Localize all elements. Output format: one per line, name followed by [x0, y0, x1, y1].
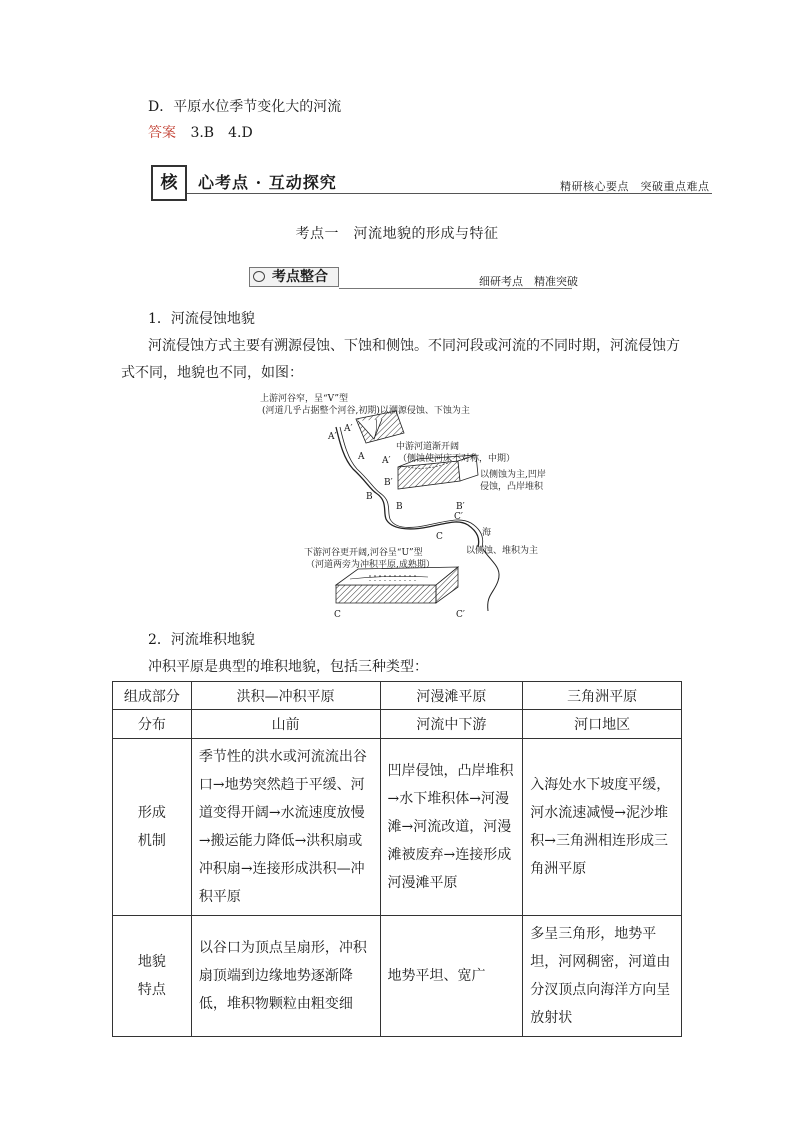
upper-label-1: 上游河谷窄，呈“V”型	[260, 394, 349, 404]
lower-label-2: （河道两旁为冲积平原,成熟期）	[306, 560, 435, 570]
section2-heading: 2．河流堆积地貌	[148, 632, 255, 648]
lower-valley-block	[336, 567, 458, 603]
table-header-cell: 组成部分	[113, 682, 192, 710]
sub-header-tagline: 细研考点 精准突破	[479, 275, 578, 288]
answer-label: 答案	[148, 125, 176, 141]
point-c2-bottom: C′	[456, 610, 465, 620]
table-cell: 以谷口为顶点呈扇形，冲积扇顶端到边缘地势逐渐降低，堆积物颗粒由粗变细	[191, 916, 380, 1037]
table-header-cell: 洪积—冲积平原	[191, 682, 380, 710]
middle-label-3: 以侧蚀为主,凹岸	[480, 470, 546, 480]
point-b2-left: B′	[384, 478, 393, 488]
table-cell: 河口地区	[523, 710, 682, 739]
point-b2-bottom: B′	[456, 502, 465, 512]
point-c2-mid: C′	[454, 512, 463, 522]
point-a-right: A′	[344, 424, 353, 434]
table-cell: 地势平坦、宽广	[380, 916, 523, 1037]
row-label-features: 地貌 特点	[113, 916, 192, 1037]
section-header-tagline: 精研核心要点 突破重点难点	[560, 180, 710, 193]
lower-right-label: 以侧蚀、堆积为主	[466, 546, 539, 556]
coastline	[483, 549, 499, 611]
table-cell: 山前	[191, 710, 380, 739]
table-row-features	[113, 916, 682, 1037]
table-header-row	[113, 682, 682, 710]
table-row-mechanism	[113, 739, 682, 916]
sub-header-label: 考点整合	[249, 267, 339, 287]
point-a2-bottom: A′	[382, 456, 391, 466]
section1-heading: 1．河流侵蚀地貌	[148, 311, 255, 327]
middle-label-2: （侧蚀使河床不对称，中期）	[398, 454, 516, 464]
row-label-distribution: 分布	[113, 710, 192, 739]
answer-text: 3.B 4.D	[190, 125, 253, 141]
river-landform-diagram	[258, 389, 546, 629]
section1-para-line1: 河流侵蚀方式主要有溯源侵蚀、下蚀和侧蚀。不同河段或河流的不同时期，河流侵蚀方	[148, 338, 680, 354]
lower-label-1: 下游河谷更开阔,河谷呈“U”型	[304, 548, 423, 558]
option-d: D．平原水位季节变化大的河流	[148, 99, 342, 115]
answer-line	[148, 123, 253, 143]
middle-label-1: 中游河道渐开阔	[396, 442, 460, 452]
point-c-bottom: C	[334, 610, 341, 620]
middle-label-4: 侵蚀，凸岸堆积	[480, 482, 544, 492]
table-header-cell: 三角洲平原	[523, 682, 682, 710]
section2-intro: 冲积平原是典型的堆积地貌，包括三种类型：	[148, 659, 428, 675]
point-b-left: B	[366, 492, 373, 502]
point-b-bottom: B	[396, 502, 403, 512]
table-row-distribution	[113, 710, 682, 739]
sea-label: 海	[482, 528, 492, 538]
section1-para-line2: 式不同，地貌也不同，如图：	[121, 365, 303, 381]
alluvial-plain-table	[112, 681, 682, 1037]
row-label-mechanism: 形成 机制	[113, 739, 192, 916]
point-c-mid: C	[436, 532, 443, 542]
eye-icon	[253, 271, 265, 282]
table-cell: 入海处水下坡度平缓，河水流速减慢→泥沙堆积→三角洲相连形成三角洲平原	[523, 739, 682, 916]
table-cell: 凹岸侵蚀，凸岸堆积→水下堆积体→河漫滩→河流改道，河漫滩被废弃→连接形成河漫滩平原	[380, 739, 523, 916]
section-header-badge: 核	[151, 165, 187, 201]
topic-title: 考点一 河流地貌的形成与特征	[295, 226, 499, 242]
table-header-cell: 河漫滩平原	[380, 682, 523, 710]
section-header-title: 心考点 · 互动探究	[198, 173, 337, 192]
table-cell: 多呈三角形，地势平坦，河网稠密，河道由分汊顶点向海洋方向呈放射状	[523, 916, 682, 1037]
table-cell: 河流中下游	[380, 710, 523, 739]
table-cell: 季节性的洪水或河流流出谷口→地势突然趋于平缓、河道变得开阔→水流速度放慢→搬运能力降低→洪积扇或冲积扇→连接形成洪积—冲积平原	[191, 739, 380, 916]
point-a-bottom: A	[358, 452, 365, 462]
point-a-left: A′	[328, 432, 337, 442]
upper-label-2: (河道几乎占据整个河谷,初期)以溯源侵蚀、下蚀为主	[262, 406, 470, 416]
